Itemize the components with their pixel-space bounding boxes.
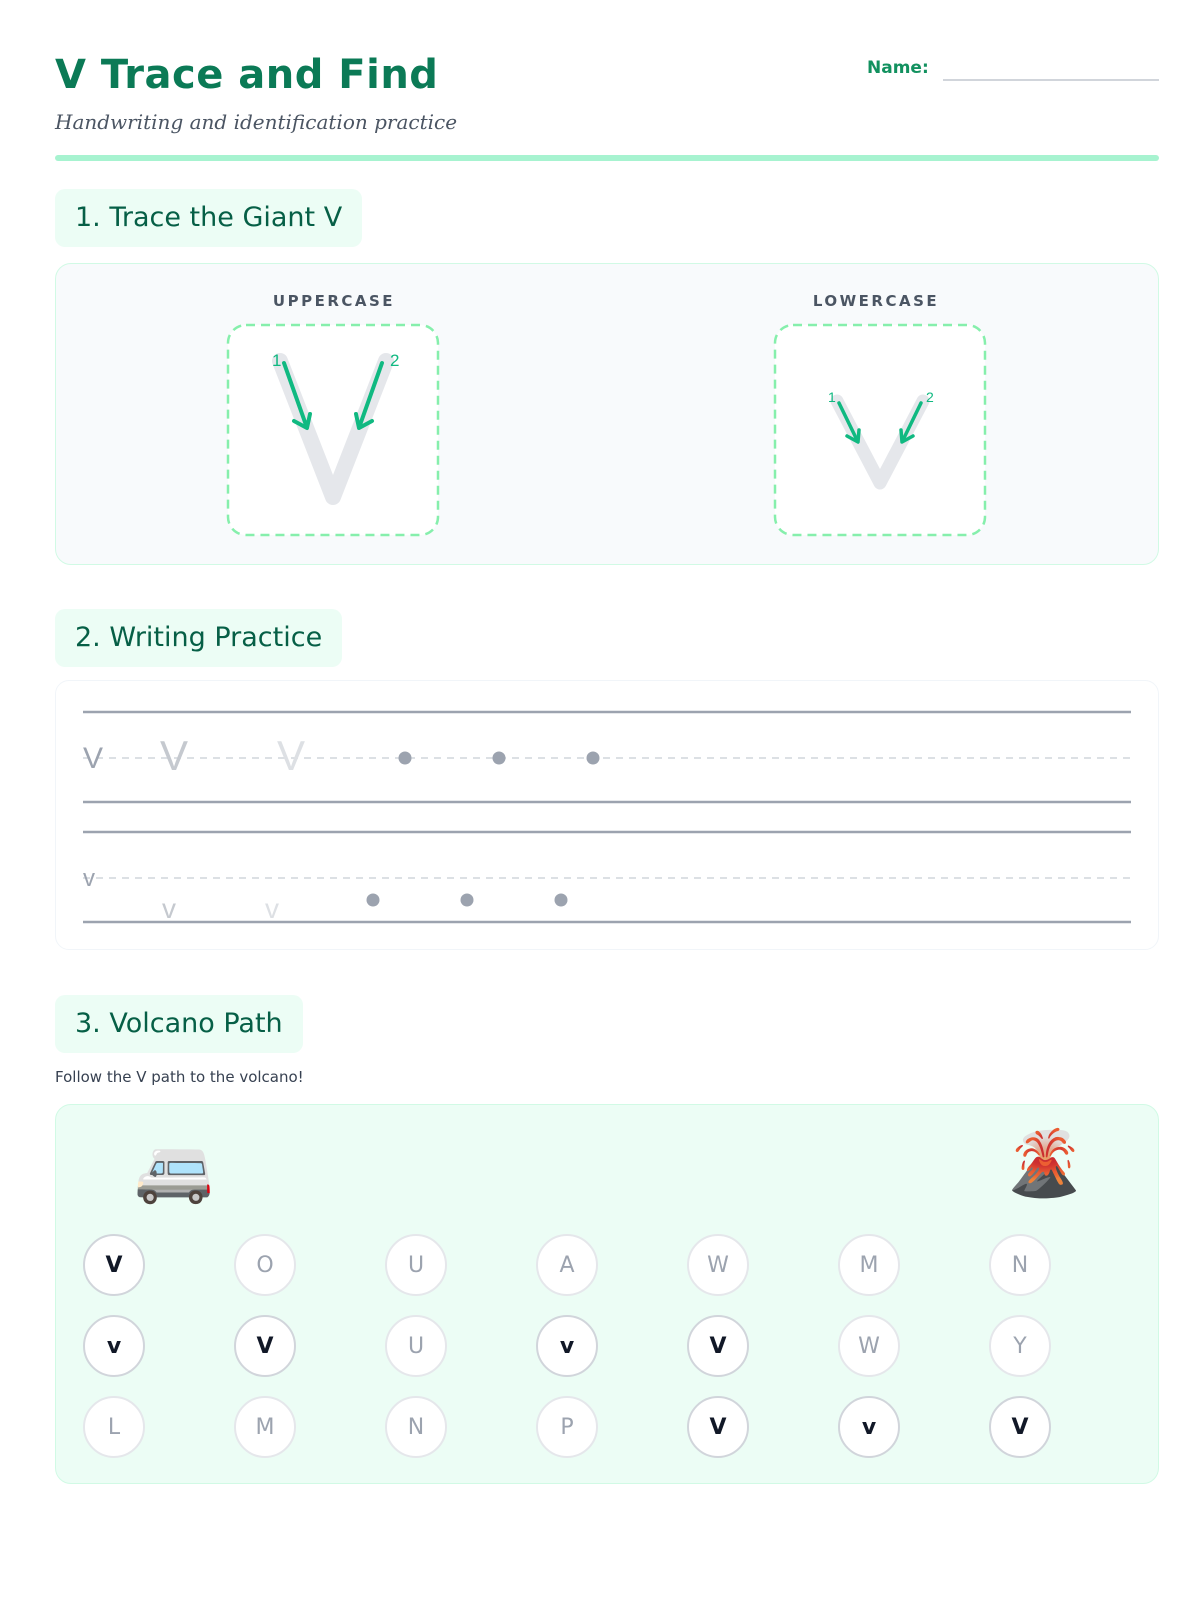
name-field[interactable] xyxy=(943,79,1159,81)
letter-bubble[interactable]: V xyxy=(687,1315,749,1377)
letter-bubble[interactable]: V xyxy=(687,1396,749,1458)
lowercase-trace-box[interactable] xyxy=(773,323,987,537)
letter-bubble[interactable]: v xyxy=(83,1315,145,1377)
dashed-trace-border xyxy=(775,325,985,535)
letter-bubble[interactable]: U xyxy=(385,1315,447,1377)
start-dot xyxy=(461,894,474,907)
lowercase-label: LOWERCASE xyxy=(812,292,940,310)
volcano-icon: 🌋 xyxy=(1004,1127,1084,1201)
section-heading-volcano: 3. Volcano Path xyxy=(55,995,303,1053)
letter-bubble[interactable]: V xyxy=(989,1396,1051,1458)
stroke-number-1: 1 xyxy=(272,351,282,370)
section-heading-trace: 1. Trace the Giant V xyxy=(55,189,362,247)
path-instructions: Follow the V path to the volcano! xyxy=(55,1068,304,1086)
letter-bubble[interactable]: A xyxy=(536,1234,598,1296)
letter-bubble[interactable]: U xyxy=(385,1234,447,1296)
letter-bubble[interactable]: Y xyxy=(989,1315,1051,1377)
title-divider xyxy=(55,155,1159,161)
writing-lines[interactable] xyxy=(55,680,1159,948)
page-subtitle: Handwriting and identification practice xyxy=(55,110,458,134)
guide-letter: V xyxy=(83,742,104,775)
start-dot xyxy=(493,752,506,765)
letter-bubble[interactable]: W xyxy=(838,1315,900,1377)
start-dot xyxy=(399,752,412,765)
minibus-icon: 🚐 xyxy=(134,1133,214,1207)
start-dot xyxy=(555,894,568,907)
name-label: Name: xyxy=(867,58,929,78)
trace-letter: v xyxy=(265,893,279,924)
start-dot xyxy=(367,894,380,907)
uppercase-trace-box[interactable] xyxy=(226,323,440,537)
letter-bubble[interactable]: N xyxy=(989,1234,1051,1296)
letter-bubble[interactable]: v xyxy=(536,1315,598,1377)
stroke-number-1: 1 xyxy=(828,389,836,405)
stroke-number-2: 2 xyxy=(926,389,934,405)
letter-bubble[interactable]: N xyxy=(385,1396,447,1458)
stroke-number-2: 2 xyxy=(390,351,400,370)
letter-bubble[interactable]: M xyxy=(838,1234,900,1296)
start-dot xyxy=(587,752,600,765)
letter-bubble[interactable]: V xyxy=(83,1234,145,1296)
guide-letter: v xyxy=(83,865,95,892)
letter-bubble[interactable]: V xyxy=(234,1315,296,1377)
uppercase-label: UPPERCASE xyxy=(272,292,396,310)
trace-letter: V xyxy=(160,732,189,779)
letter-bubble[interactable]: W xyxy=(687,1234,749,1296)
letter-bubble[interactable]: P xyxy=(536,1396,598,1458)
letter-bubble[interactable]: v xyxy=(838,1396,900,1458)
trace-letter: v xyxy=(162,893,176,924)
page-title: V Trace and Find xyxy=(55,52,439,98)
letter-bubble[interactable]: O xyxy=(234,1234,296,1296)
letter-bubble[interactable]: M xyxy=(234,1396,296,1458)
letter-bubble[interactable]: L xyxy=(83,1396,145,1458)
trace-letter: V xyxy=(277,732,306,779)
section-heading-writing: 2. Writing Practice xyxy=(55,609,342,667)
